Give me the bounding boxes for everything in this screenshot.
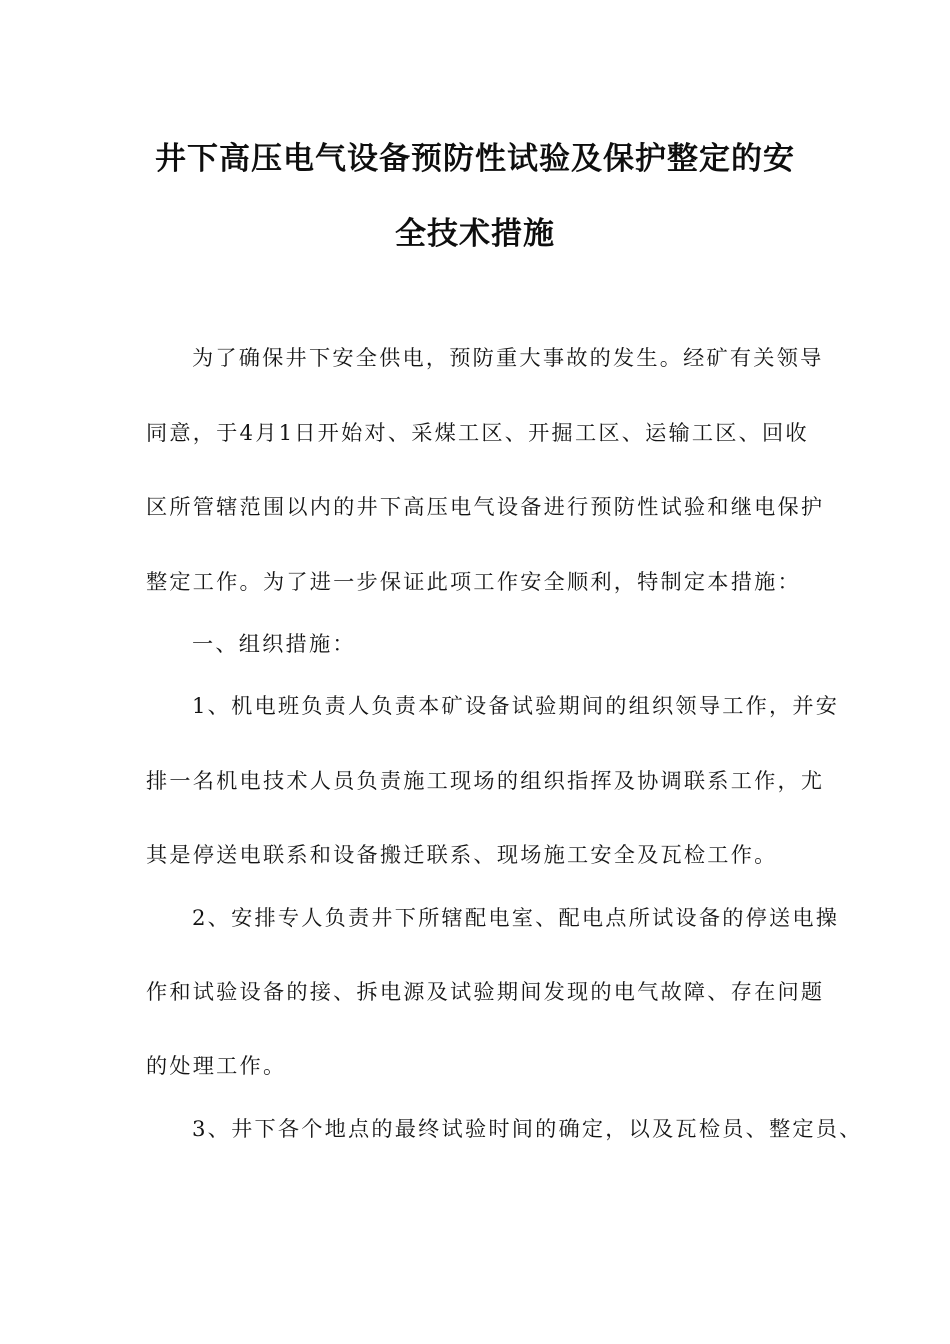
item-2-line-1: 2、安排专人负责井下所辖配电室、配电点所试设备的停送电操 (192, 905, 840, 930)
paragraph-intro-line-4: 整定工作。为了进一步保证此项工作安全顺利，特制定本措施： (146, 569, 801, 594)
item-1-line-3: 其是停送电联系和设备搬迁联系、现场施工安全及瓦检工作。 (146, 842, 778, 867)
item-1-line-1: 1、机电班负责人负责本矿设备试验期间的组织领导工作，并安 (192, 693, 840, 718)
paragraph-intro-line-2: 同意，于4月1日开始对、采煤工区、开掘工区、运输工区、回收 (146, 420, 809, 445)
item-3-line-1: 3、井下各个地点的最终试验时间的确定，以及瓦检员、整定员、 (192, 1116, 863, 1141)
item-2-line-3: 的处理工作。 (146, 1053, 287, 1078)
item-1-line-2: 排一名机电技术人员负责施工现场的组织指挥及协调联系工作，尤 (146, 768, 825, 793)
paragraph-intro-line-1: 为了确保井下安全供电，预防重大事故的发生。经矿有关领导 (192, 345, 824, 370)
paragraph-intro-line-3: 区所管辖范围以内的井下高压电气设备进行预防性试验和继电保护 (146, 494, 825, 519)
item-2-line-2: 作和试验设备的接、拆电源及试验期间发现的电气故障、存在问题 (146, 979, 825, 1004)
document-title-line-2: 全技术措施 (395, 216, 555, 252)
section-heading-organization: 一、组织措施： (192, 631, 356, 656)
document-title-line-1: 井下高压电气设备预防性试验及保护整定的安 (155, 141, 795, 177)
